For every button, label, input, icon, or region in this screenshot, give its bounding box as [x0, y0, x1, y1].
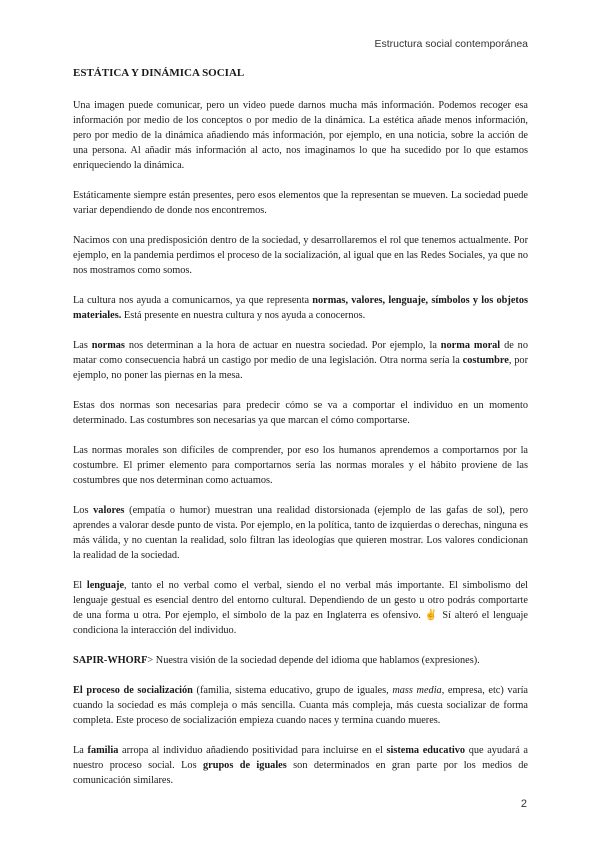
italic-term: mass media: [392, 685, 442, 696]
bold-term: grupos de iguales: [203, 760, 287, 771]
text-run: (familia, sistema educativo, grupo de iguales,: [192, 685, 393, 696]
document-body: [73, 66, 528, 803]
paragraph: [73, 293, 528, 323]
text-run: Estas dos normas son necesarias para predecir cómo se va a comportar el individuo en un momento determinado. Las costumbres son necesarias ya que marcan el cómo comportarse.: [73, 400, 528, 426]
paragraph-list: [73, 98, 528, 788]
text-run: Las: [73, 340, 92, 351]
text-run: Estáticamente siempre están presentes, pero esos elementos que la representan se mueven. La sociedad puede variar dependiendo de donde nos encontremos.: [73, 190, 528, 216]
running-header: Estructura social contemporánea: [374, 38, 528, 50]
paragraph: [73, 503, 528, 563]
text-run: , empresa, etc) varía cuando la sociedad es más compleja o más sencilla. Cuanta más compleja, más cuesta socializar de forma completa. Este proceso de socialización empieza cuando naces y termina cuando mueres.: [73, 685, 528, 726]
text-run: La cultura nos ayuda a comunicarnos, ya que representa: [73, 295, 313, 306]
bold-term: SAPIR-WHORF: [73, 655, 148, 666]
text-run: de no matar como consecuencia habrá un castigo por medio de una legislación. Otra norma sería la: [73, 340, 528, 366]
text-run: El: [73, 580, 87, 591]
paragraph: [73, 743, 528, 788]
text-run: arropa al individuo añadiendo positividad para incluirse en el: [118, 745, 387, 756]
paragraph: [73, 98, 528, 173]
paragraph: [73, 398, 528, 428]
text-run: , por ejemplo, no poner las piernas en la mesa.: [73, 355, 529, 381]
paragraph: [73, 233, 528, 278]
bold-term: normas, valores, lenguaje, símbolos y los objetos materiales.: [73, 295, 528, 321]
text-run: nos determinan a la hora de actuar en nuestra sociedad. Por ejemplo, la: [124, 340, 441, 351]
text-run: Nacimos con una predisposición dentro de la sociedad, y desarrollaremos el rol que tenemos actualmente. Por ejemplo, en la pandemia perdimos el proceso de la socialización, al igual que en las Redes Sociales, ya que no nos mostramos como somos.: [73, 235, 528, 276]
text-run: La: [73, 745, 88, 756]
text-run: , tanto el no verbal como el verbal, siendo el no verbal más importante. El simbolismo del lenguaje gestual es esencial dentro del entorno cultural. Dependiendo de un gesto u otro podrás comportarte de una forma u otra. Por ejemplo, el símbolo de la paz en Inglaterra es ofensivo. ✌ Sí alteró el lenguaje condiciona la interacción del individuo.: [73, 580, 529, 636]
text-run: son determinados en gran parte por los medios de comunicación similares.: [73, 760, 528, 786]
paragraph: [73, 578, 528, 638]
paragraph: [73, 653, 528, 668]
text-run: Las normas morales son difíciles de comprender, por eso los humanos aprendemos a comportarnos por la costumbre. El primer elemento para comportarnos sería las normas morales y el hábito proviene de las costumbres que nos determinan como actuamos.: [73, 445, 528, 486]
paragraph: [73, 188, 528, 218]
bold-term: costumbre: [462, 355, 509, 366]
text-run: Está presente en nuestra cultura y nos ayuda a conocernos.: [121, 310, 366, 321]
page-number: 2: [520, 798, 527, 810]
text-run: Los: [73, 505, 94, 516]
bold-term: lenguaje: [86, 580, 125, 591]
bold-term: sistema educativo: [386, 745, 466, 756]
section-title: ESTÁTICA Y DINÁMICA SOCIAL: [73, 67, 245, 79]
paragraph: [73, 443, 528, 488]
bold-term: valores: [93, 505, 125, 516]
bold-term: norma moral: [440, 340, 501, 351]
text-run: (empatía o humor) muestran una realidad distorsionada (ejemplo de las gafas de sol), pero aprendes a valorar desde punto de vista. Por ejemplo, en la política, tanto de izquierdas o derechas, ninguna es más válida, y no cuentan la realidad, solo filtran las ideologías que quieren mostrar. Los valores condicionan la realidad de la sociedad.: [73, 505, 528, 561]
bold-term: El proceso de socialización: [73, 685, 193, 696]
bold-term: familia: [87, 745, 119, 756]
bold-term: normas: [91, 340, 125, 351]
paragraph: [73, 338, 528, 383]
paragraph: [73, 683, 528, 728]
text-run: Una imagen puede comunicar, pero un video puede darnos mucha más información. Podemos recoger esa información por medio de los conceptos o por medio de la dinámica. La estética añade menos información, pero por medio de la dinámica añadiendo más información, por ejemplo, en una noticia, sobre la acción de una persona. Al añadir más información al acto, nos imaginamos lo que ha sucedido por lo que estamos enriqueciendo la dinámica.: [73, 100, 528, 171]
text-run: > Nuestra visión de la sociedad depende del idioma que hablamos (expresiones).: [147, 655, 480, 666]
text-run: que ayudará a nuestro proceso social. Los: [73, 745, 529, 771]
